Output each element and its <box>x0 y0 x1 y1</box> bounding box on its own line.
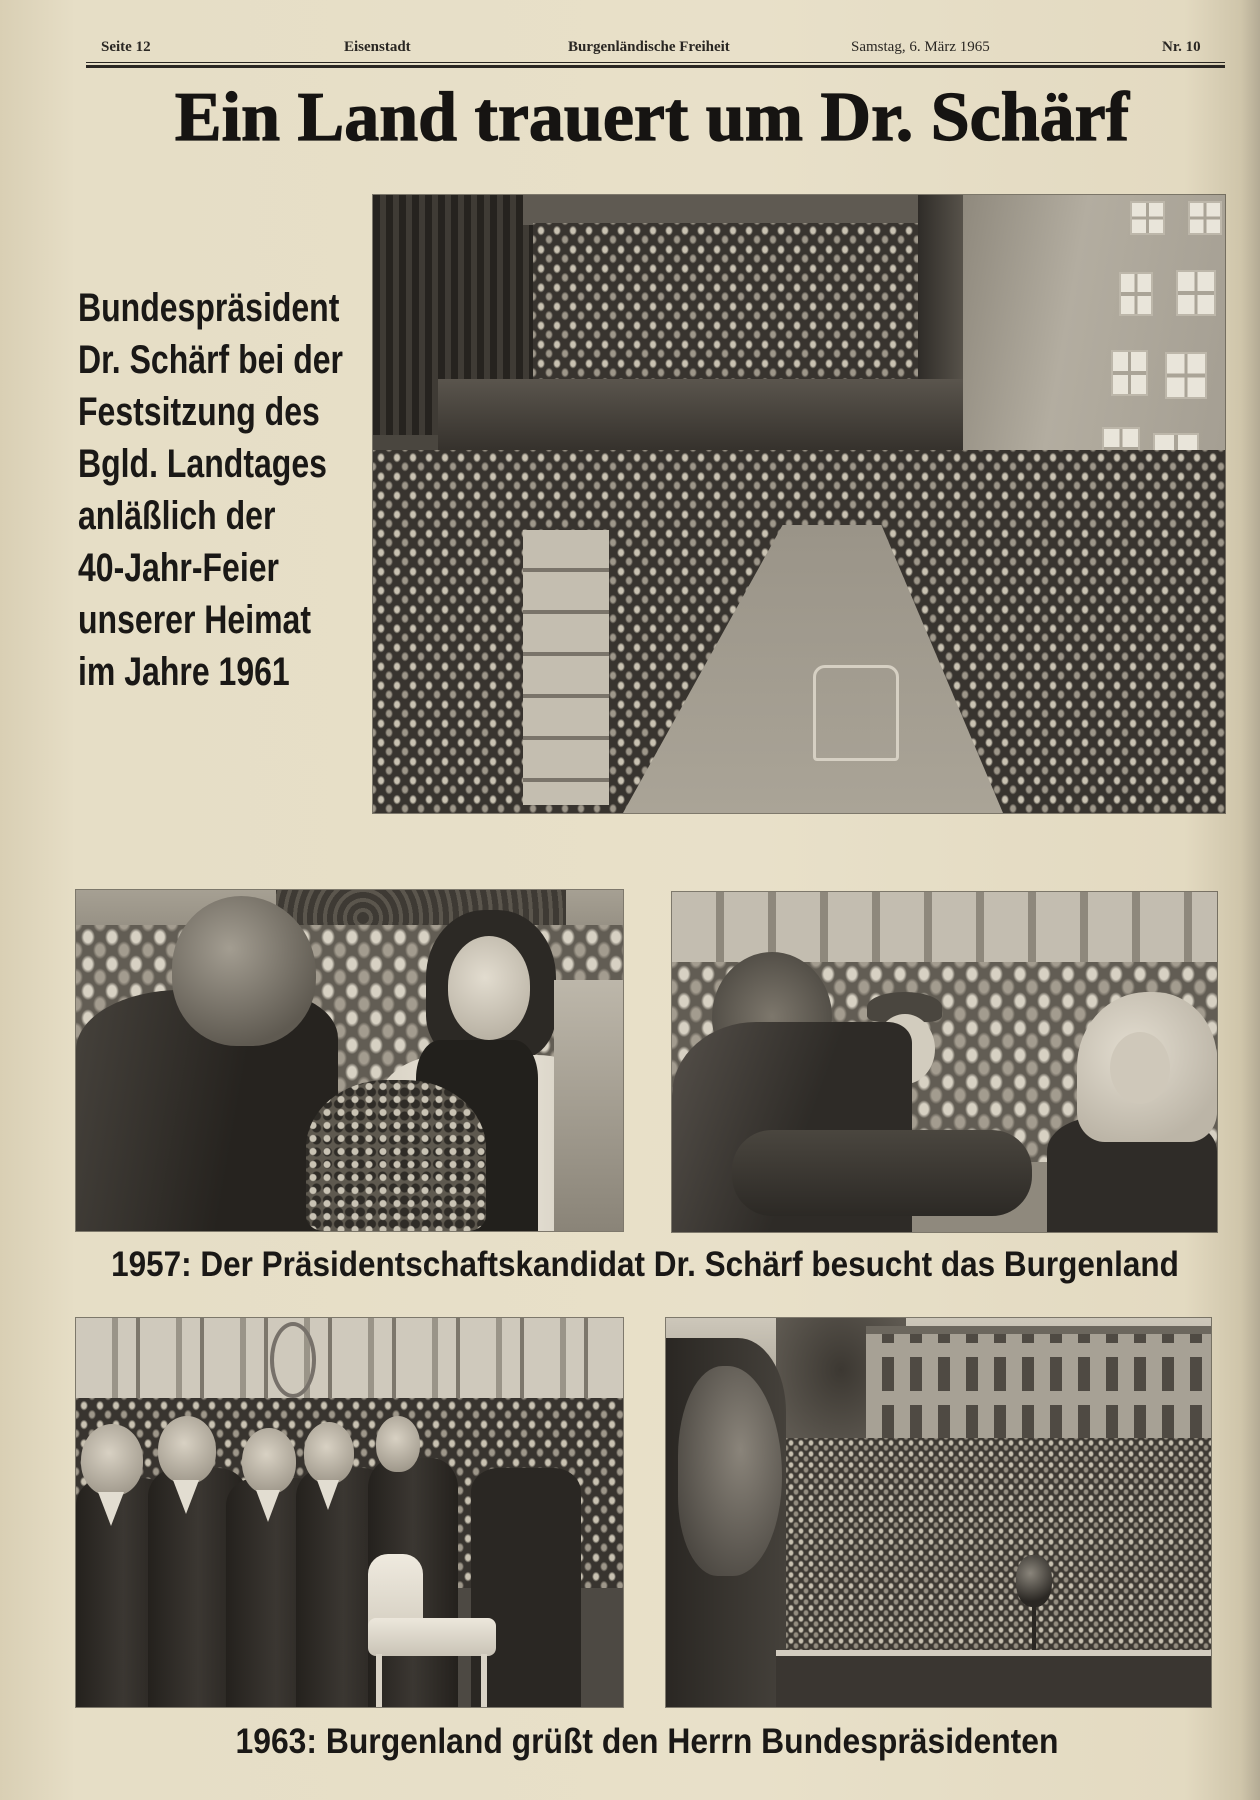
side-caption-line: im Jahre 1961 <box>78 650 290 694</box>
gallery-ceiling <box>523 195 963 225</box>
man-head <box>172 896 316 1046</box>
photo-1957-crowd <box>672 892 1217 1232</box>
window <box>1119 272 1153 316</box>
armchair <box>813 665 899 761</box>
man-face <box>242 1428 296 1494</box>
roof-line <box>866 1326 1211 1334</box>
girl-right <box>554 980 623 1231</box>
man-face <box>304 1422 354 1484</box>
desk-row <box>623 585 661 805</box>
side-caption-line: Bgld. Landtages <box>78 442 327 486</box>
girl-face <box>448 936 530 1040</box>
man-face <box>81 1424 143 1496</box>
location-label: Eisenstadt <box>344 39 411 55</box>
masthead-rule <box>86 62 1225 68</box>
photo-1963-square <box>666 1318 1211 1707</box>
window <box>1176 270 1216 316</box>
window <box>1165 352 1207 399</box>
newspaper-name: Burgenländische Freiheit <box>568 39 730 55</box>
microphone-stand <box>1032 1603 1036 1653</box>
side-caption-line: anläßlich der <box>78 494 276 538</box>
side-caption-line: unserer Heimat <box>78 598 311 642</box>
page-headline: Ein Land trauert um Dr. Schärf <box>174 79 1130 156</box>
man-face <box>158 1416 216 1484</box>
man-coat <box>471 1468 581 1707</box>
chair-leg <box>481 1654 487 1707</box>
balcony-front <box>438 379 963 453</box>
side-caption-line: 40-Jahr-Feier <box>78 546 279 590</box>
page-number: Seite 12 <box>101 39 151 55</box>
chair-seat <box>368 1618 496 1656</box>
side-caption-line: Dr. Schärf bei der <box>78 338 343 382</box>
desk-row <box>523 530 609 805</box>
man-face <box>376 1416 420 1472</box>
issue-number: Nr. 10 <box>1162 39 1201 55</box>
photo-1963-hall <box>76 1318 623 1707</box>
photo-1957-bouquet <box>76 890 623 1231</box>
chair-leg <box>376 1654 382 1707</box>
issue-date: Samstag, 6. März 1965 <box>851 39 990 55</box>
side-caption <box>78 282 343 698</box>
window <box>1130 201 1165 235</box>
caption-1963: 1963: Burgenland grüßt den Herrn Bundespräsidenten <box>235 1722 1059 1761</box>
side-caption-line: Festsitzung des <box>78 390 320 434</box>
window <box>1111 350 1148 396</box>
man-arm <box>732 1130 1032 1216</box>
side-caption-line: Bundespräsident <box>78 286 340 330</box>
microphone <box>1016 1555 1052 1607</box>
wall-ornament <box>270 1322 316 1398</box>
window <box>1188 201 1222 235</box>
woman-face <box>1110 1032 1170 1104</box>
photo-landtag-session <box>373 195 1225 813</box>
caption-1957: 1957: Der Präsidentschaftskandidat Dr. Schärf besucht das Burgenland <box>111 1245 1179 1284</box>
flower-bouquet <box>306 1080 486 1231</box>
balcony-railing <box>776 1650 1211 1707</box>
gallery-audience <box>533 223 921 381</box>
town-building <box>866 1330 1211 1453</box>
